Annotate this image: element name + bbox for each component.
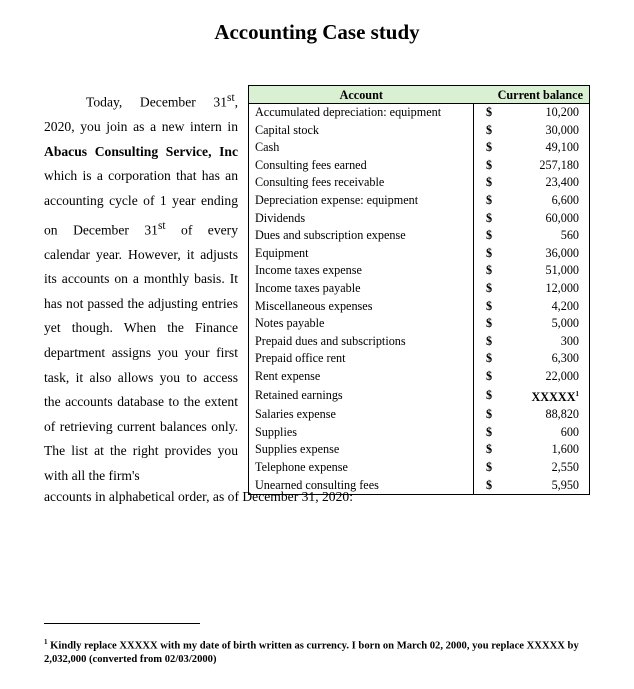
account-name: Telephone expense — [249, 459, 474, 477]
balance-value — [504, 210, 590, 228]
balance-value — [504, 441, 590, 459]
account-name: Miscellaneous expenses — [249, 298, 474, 316]
account-name: Equipment — [249, 245, 474, 263]
table-row — [249, 298, 590, 316]
account-name: Salaries expense — [249, 406, 474, 424]
currency-symbol: $ — [485, 388, 493, 403]
table-row — [249, 424, 590, 442]
balance-amount: 10,200 — [545, 105, 579, 119]
table-row — [249, 227, 590, 245]
balance-amount: 51,000 — [545, 263, 579, 278]
balance-amount: 6,300 — [551, 351, 579, 366]
currency-symbol: $ — [485, 245, 493, 260]
table-row — [249, 139, 590, 157]
footnote — [44, 636, 600, 666]
currency-symbol: $ — [485, 263, 493, 278]
currency-symbol: $ — [485, 175, 493, 190]
balance-value — [504, 157, 590, 175]
table-row — [249, 386, 590, 407]
footnote-reference: 1 — [575, 389, 579, 398]
account-name: Income taxes expense — [249, 262, 474, 280]
balance-value — [504, 477, 590, 495]
balance-value — [504, 139, 590, 157]
currency-symbol: $ — [485, 280, 493, 295]
balance-value — [504, 192, 590, 210]
table-row — [249, 104, 590, 122]
currency-symbol: $ — [485, 140, 493, 155]
account-name: Dividends — [249, 210, 474, 228]
table-body — [249, 104, 590, 495]
balance-amount: 4,200 — [551, 298, 579, 313]
table-row — [249, 315, 590, 333]
balance-value — [504, 386, 590, 407]
table-row — [249, 262, 590, 280]
balance-amount: 300 — [560, 333, 579, 348]
balance-amount: 2,550 — [551, 459, 579, 474]
footnote-text: Kindly replace XXXXX with my date of birth written as currency. I born on March 02, 2000, you replace XXXXX by 2,032,000 (converted from 02/03/2000) — [44, 640, 579, 665]
balance-value — [504, 122, 590, 140]
footnote-rule — [44, 623, 200, 624]
currency-symbol: $ — [485, 442, 493, 457]
table-row — [249, 350, 590, 368]
intro-sup-2: st — [157, 219, 166, 232]
accounts-table — [248, 85, 590, 495]
account-name: Notes payable — [249, 315, 474, 333]
account-name: Capital stock — [249, 122, 474, 140]
intro-text-2: , 2020, you join as a new intern in — [44, 94, 238, 135]
balance-value — [504, 350, 590, 368]
intro-text-1: Today, December 31 — [86, 94, 228, 110]
balance-value — [504, 104, 590, 122]
table-row — [249, 122, 590, 140]
balance-value — [504, 227, 590, 245]
account-name: Retained earnings — [249, 386, 474, 407]
currency-symbol: $ — [485, 298, 493, 313]
table-row — [249, 333, 590, 351]
balance-amount: 560 — [560, 228, 579, 243]
currency-symbol: $ — [485, 122, 493, 137]
balance-amount: XXXXX — [531, 389, 576, 404]
currency-symbol: $ — [485, 351, 493, 366]
currency-symbol: $ — [485, 192, 493, 207]
balance-amount: 12,000 — [545, 280, 579, 295]
account-name: Consulting fees earned — [249, 157, 474, 175]
account-name: Cash — [249, 139, 474, 157]
currency-symbol: $ — [485, 157, 493, 172]
balance-amount: 49,100 — [545, 140, 579, 155]
balance-amount: 60,000 — [545, 210, 579, 225]
intro-sup-1: st — [227, 92, 235, 104]
balance-amount: 1,600 — [551, 442, 579, 457]
table-row — [249, 368, 590, 386]
currency-symbol: $ — [485, 210, 493, 225]
company-name: Abacus Consulting Service, Inc — [44, 143, 238, 159]
balance-amount: 36,000 — [545, 245, 579, 260]
account-name: Unearned consulting fees — [249, 477, 474, 495]
footnote-mark: 1 — [44, 638, 48, 646]
account-name: Supplies expense — [249, 441, 474, 459]
intro-tail: accounts in alphabetical order, as of December 31, 2020: — [44, 489, 353, 504]
balance-amount: 22,000 — [545, 368, 579, 383]
currency-symbol: $ — [485, 424, 493, 439]
currency-symbol: $ — [485, 228, 493, 243]
table-row — [249, 477, 590, 495]
table-row — [249, 174, 590, 192]
balance-value — [504, 280, 590, 298]
table-row — [249, 245, 590, 263]
header-current-balance: Current balance — [474, 86, 590, 104]
account-name: Dues and subscription expense — [249, 227, 474, 245]
table-row — [249, 280, 590, 298]
balance-value — [504, 174, 590, 192]
balance-amount: 5,000 — [551, 316, 579, 331]
currency-symbol: $ — [485, 333, 493, 348]
balance-amount: 5,950 — [551, 477, 579, 492]
balance-value — [504, 333, 590, 351]
currency-symbol: $ — [485, 105, 493, 119]
balance-value — [504, 262, 590, 280]
currency-symbol: $ — [485, 368, 493, 383]
currency-symbol: $ — [474, 477, 505, 495]
balance-value — [504, 459, 590, 477]
intro-text-4: of every calendar year. However, it adjusts its accounts on a monthly basis. It has not passed the adjusting entries yet though. When the Finance department assigns you your first task, it also allows you to access the accounts database to the extent of retrieving current balances only. The list at the right provides you with all the firm's — [44, 222, 238, 483]
table-row — [249, 210, 590, 228]
header-account: Account — [249, 86, 474, 104]
account-name: Rent expense — [249, 368, 474, 386]
currency-symbol: $ — [485, 459, 493, 474]
table-row — [249, 157, 590, 175]
page-title: Accounting Case study — [214, 20, 420, 44]
balance-value — [504, 368, 590, 386]
table-row — [249, 192, 590, 210]
balance-amount: 6,600 — [551, 192, 579, 207]
balance-value — [504, 315, 590, 333]
currency-symbol: $ — [485, 316, 493, 331]
balance-value — [504, 424, 590, 442]
intro-paragraph — [44, 86, 238, 489]
table-row — [249, 441, 590, 459]
balance-value — [504, 245, 590, 263]
balance-amount: 30,000 — [545, 122, 579, 137]
currency-symbol: $ — [485, 407, 493, 422]
account-name: Income taxes payable — [249, 280, 474, 298]
balance-amount: 23,400 — [545, 175, 579, 190]
account-name: Accumulated depreciation: equipment — [249, 104, 474, 122]
account-name: Depreciation expense: equipment — [249, 192, 474, 210]
table-row — [249, 406, 590, 424]
account-name: Prepaid office rent — [249, 350, 474, 368]
balance-amount: 88,820 — [545, 407, 579, 422]
table-row — [249, 459, 590, 477]
table-header-row — [249, 86, 590, 104]
account-name: Prepaid dues and subscriptions — [249, 333, 474, 351]
account-name: Consulting fees receivable — [249, 174, 474, 192]
balance-value — [504, 406, 590, 424]
account-name: Supplies — [249, 424, 474, 442]
balance-amount: 257,180 — [539, 157, 579, 172]
intro-text-3: which is a corporation that has an accounting cycle of 1 year ending on December 31 — [44, 168, 238, 238]
balance-value — [504, 298, 590, 316]
balance-amount: 600 — [560, 424, 579, 439]
